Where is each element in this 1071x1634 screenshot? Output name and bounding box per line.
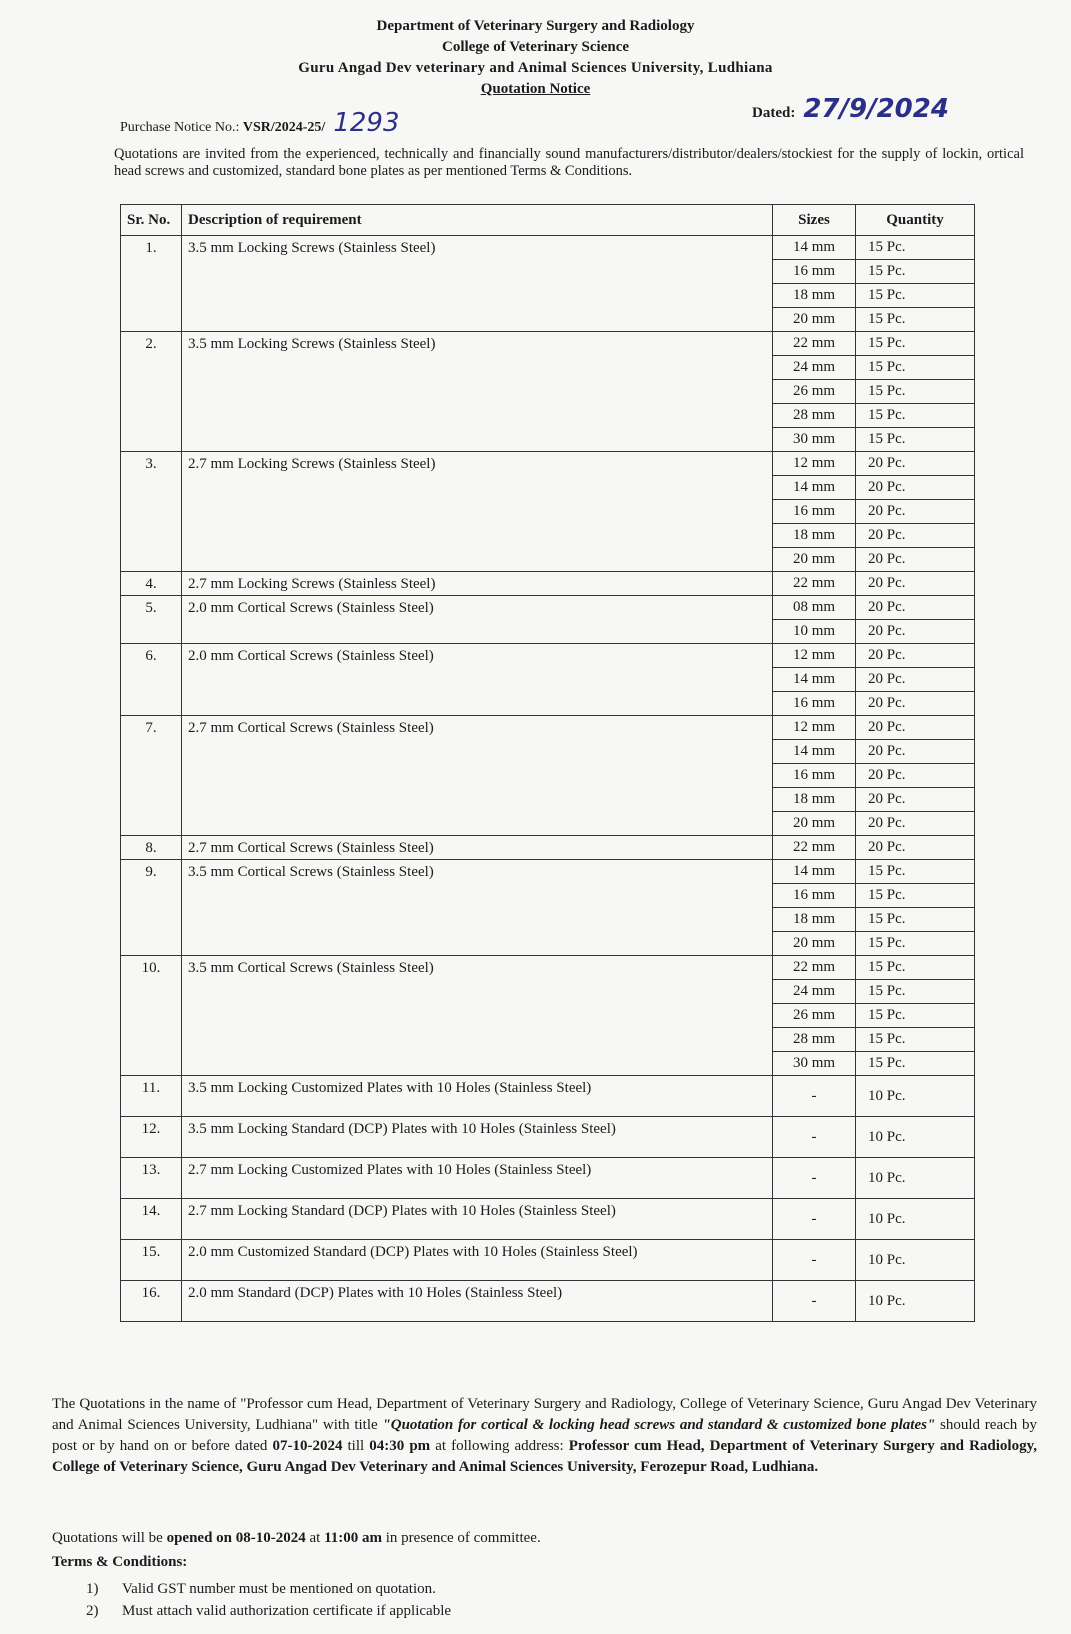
size-cell: 28 mm xyxy=(773,404,856,428)
size-cell: 22 mm xyxy=(773,836,856,860)
size-cell: 28 mm xyxy=(773,1028,856,1052)
table-row xyxy=(121,644,975,668)
quantity-cell: 20 Pc. xyxy=(856,668,975,692)
header-quantity: Quantity xyxy=(856,205,975,236)
table-row xyxy=(121,452,975,476)
size-cell: 16 mm xyxy=(773,260,856,284)
quantity-cell: 15 Pc. xyxy=(856,308,975,332)
quantity-cell: 10 Pc. xyxy=(856,1199,975,1240)
quantity-cell: 20 Pc. xyxy=(856,620,975,644)
description-cell: 3.5 mm Locking Customized Plates with 10 Holes (Stainless Steel) xyxy=(182,1076,773,1117)
table-row xyxy=(121,1281,975,1322)
size-cell: 30 mm xyxy=(773,1052,856,1076)
sr-no-cell: 16. xyxy=(121,1281,182,1322)
table-row xyxy=(121,596,975,620)
size-cell: 16 mm xyxy=(773,764,856,788)
quantity-cell: 20 Pc. xyxy=(856,692,975,716)
quantity-cell: 10 Pc. xyxy=(856,1117,975,1158)
size-cell: 14 mm xyxy=(773,668,856,692)
size-cell: - xyxy=(773,1076,856,1117)
description-cell: 2.0 mm Cortical Screws (Stainless Steel) xyxy=(182,644,773,716)
description-cell: 2.7 mm Locking Customized Plates with 10 Holes (Stainless Steel) xyxy=(182,1158,773,1199)
quantity-cell: 15 Pc. xyxy=(856,1004,975,1028)
quantity-cell: 20 Pc. xyxy=(856,788,975,812)
size-cell: 20 mm xyxy=(773,308,856,332)
quotation-title: "Quotation for cortical & locking head screws and standard & customized bone plates" xyxy=(382,1417,936,1433)
submission-instructions xyxy=(52,1394,1037,1478)
handwritten-date: 27/9/2024 xyxy=(803,94,949,124)
quantity-cell: 15 Pc. xyxy=(856,1052,975,1076)
description-cell: 3.5 mm Locking Screws (Stainless Steel) xyxy=(182,332,773,452)
description-cell: 3.5 mm Locking Standard (DCP) Plates with 10 Holes (Stainless Steel) xyxy=(182,1117,773,1158)
quantity-cell: 20 Pc. xyxy=(856,836,975,860)
quantity-cell: 15 Pc. xyxy=(856,380,975,404)
department-name: Department of Veterinary Surgery and Radiology xyxy=(376,18,695,34)
sr-no-cell: 8. xyxy=(121,836,182,860)
size-cell: 12 mm xyxy=(773,716,856,740)
instructions-text-1: The Quotations in the name of "Professor cum Head, Department of Veterinary Surgery and Radiology, College of Veterinary Science, Guru Angad Dev Veterinary and Animal Sciences University, Ludhiana" with title xyxy=(52,1396,1037,1433)
description-cell: 2.0 mm Cortical Screws (Stainless Steel) xyxy=(182,596,773,644)
sr-no-cell: 15. xyxy=(121,1240,182,1281)
description-cell: 3.5 mm Cortical Screws (Stainless Steel) xyxy=(182,860,773,956)
size-cell: 20 mm xyxy=(773,932,856,956)
table-row xyxy=(121,1076,975,1117)
quantity-cell: 15 Pc. xyxy=(856,236,975,260)
size-cell: - xyxy=(773,1281,856,1322)
quantity-cell: 15 Pc. xyxy=(856,908,975,932)
quantity-cell: 20 Pc. xyxy=(856,596,975,620)
term-number: 1) xyxy=(86,1581,99,1597)
opening-date: opened on 08-10-2024 xyxy=(166,1530,306,1546)
term-item xyxy=(86,1578,451,1600)
terms-list xyxy=(86,1578,451,1622)
table-header-row xyxy=(121,205,975,236)
sr-no-cell: 12. xyxy=(121,1117,182,1158)
instructions-text-4: at following address: xyxy=(430,1438,569,1454)
document-header xyxy=(0,16,1071,100)
quantity-cell: 20 Pc. xyxy=(856,572,975,596)
size-cell: - xyxy=(773,1199,856,1240)
quantity-cell: 15 Pc. xyxy=(856,884,975,908)
deadline-date: 07-10-2024 xyxy=(272,1438,343,1454)
size-cell: - xyxy=(773,1158,856,1199)
table-row xyxy=(121,1240,975,1281)
size-cell: 08 mm xyxy=(773,596,856,620)
size-cell: 20 mm xyxy=(773,548,856,572)
notice-title: Quotation Notice xyxy=(480,81,591,97)
quantity-cell: 20 Pc. xyxy=(856,764,975,788)
description-cell: 2.0 mm Standard (DCP) Plates with 10 Holes (Stainless Steel) xyxy=(182,1281,773,1322)
college-name: College of Veterinary Science xyxy=(441,39,630,55)
quantity-cell: 20 Pc. xyxy=(856,812,975,836)
quantity-cell: 15 Pc. xyxy=(856,428,975,452)
quantity-cell: 15 Pc. xyxy=(856,860,975,884)
description-cell: 2.7 mm Locking Screws (Stainless Steel) xyxy=(182,452,773,572)
sr-no-cell: 11. xyxy=(121,1076,182,1117)
instructions-text-2: should reach by post or by hand on or before dated xyxy=(52,1417,1038,1454)
opening-text-3: in presence of committee. xyxy=(382,1530,541,1546)
submission-address: Professor cum Head, Department of Veterinary Surgery and Radiology, College of Veterinary Science, Guru Angad Dev Veterinary and Animal Sciences University, Ferozepur Road, Ludhiana. xyxy=(52,1438,1038,1475)
table-row xyxy=(121,236,975,260)
description-cell: 3.5 mm Cortical Screws (Stainless Steel) xyxy=(182,956,773,1076)
size-cell: 26 mm xyxy=(773,380,856,404)
dated-label: Dated: xyxy=(752,105,796,121)
quantity-cell: 20 Pc. xyxy=(856,740,975,764)
size-cell: 16 mm xyxy=(773,500,856,524)
size-cell: 22 mm xyxy=(773,956,856,980)
opening-notice xyxy=(52,1530,541,1547)
opening-text-2: at xyxy=(305,1530,325,1546)
sr-no-cell: 2. xyxy=(121,332,182,452)
size-cell: - xyxy=(773,1240,856,1281)
description-cell: 2.7 mm Cortical Screws (Stainless Steel) xyxy=(182,836,773,860)
sr-no-cell: 14. xyxy=(121,1199,182,1240)
table-row xyxy=(121,572,975,596)
size-cell: 14 mm xyxy=(773,236,856,260)
opening-text-1: Quotations will be xyxy=(52,1530,167,1546)
description-cell: 2.0 mm Customized Standard (DCP) Plates with 10 Holes (Stainless Steel) xyxy=(182,1240,773,1281)
size-cell: - xyxy=(773,1117,856,1158)
term-text: Valid GST number must be mentioned on quotation. xyxy=(122,1581,436,1597)
size-cell: 14 mm xyxy=(773,860,856,884)
size-cell: 22 mm xyxy=(773,332,856,356)
sr-no-cell: 9. xyxy=(121,860,182,956)
size-cell: 12 mm xyxy=(773,452,856,476)
table-row xyxy=(121,836,975,860)
quantity-cell: 20 Pc. xyxy=(856,716,975,740)
quantity-cell: 15 Pc. xyxy=(856,260,975,284)
deadline-time: 04:30 pm xyxy=(369,1438,431,1454)
quantity-cell: 20 Pc. xyxy=(856,476,975,500)
quantity-cell: 15 Pc. xyxy=(856,356,975,380)
term-item xyxy=(86,1600,451,1622)
table-row xyxy=(121,860,975,884)
table-row xyxy=(121,716,975,740)
quantity-cell: 15 Pc. xyxy=(856,284,975,308)
requirements-table xyxy=(120,204,975,1322)
size-cell: 26 mm xyxy=(773,1004,856,1028)
description-cell: 3.5 mm Locking Screws (Stainless Steel) xyxy=(182,236,773,332)
header-sizes: Sizes xyxy=(773,205,856,236)
term-text: Must attach valid authorization certificate if applicable xyxy=(122,1603,452,1619)
notice-date xyxy=(752,94,949,124)
table-row xyxy=(121,956,975,980)
size-cell: 14 mm xyxy=(773,476,856,500)
sr-no-cell: 1. xyxy=(121,236,182,332)
purchase-notice-number xyxy=(120,108,399,138)
quantity-cell: 10 Pc. xyxy=(856,1240,975,1281)
instructions-text-3: till xyxy=(342,1438,370,1454)
size-cell: 16 mm xyxy=(773,692,856,716)
size-cell: 18 mm xyxy=(773,524,856,548)
sr-no-cell: 6. xyxy=(121,644,182,716)
requirements-body xyxy=(121,236,975,1322)
size-cell: 18 mm xyxy=(773,908,856,932)
table-row xyxy=(121,1158,975,1199)
quantity-cell: 15 Pc. xyxy=(856,980,975,1004)
quantity-cell: 20 Pc. xyxy=(856,548,975,572)
size-cell: 24 mm xyxy=(773,980,856,1004)
description-cell: 2.7 mm Locking Standard (DCP) Plates with 10 Holes (Stainless Steel) xyxy=(182,1199,773,1240)
sr-no-cell: 13. xyxy=(121,1158,182,1199)
size-cell: 22 mm xyxy=(773,572,856,596)
table-row xyxy=(121,1199,975,1240)
quantity-cell: 20 Pc. xyxy=(856,500,975,524)
quantity-cell: 15 Pc. xyxy=(856,332,975,356)
purchase-notice-label: Purchase Notice No.: xyxy=(120,120,243,135)
size-cell: 30 mm xyxy=(773,428,856,452)
purchase-notice-prefix: VSR/2024-25/ xyxy=(242,120,326,135)
quantity-cell: 20 Pc. xyxy=(856,452,975,476)
quantity-cell: 15 Pc. xyxy=(856,956,975,980)
size-cell: 18 mm xyxy=(773,284,856,308)
header-sr-no: Sr. No. xyxy=(121,205,182,236)
quantity-cell: 10 Pc. xyxy=(856,1281,975,1322)
header-description: Description of requirement xyxy=(182,205,773,236)
quantity-cell: 15 Pc. xyxy=(856,1028,975,1052)
quantity-cell: 20 Pc. xyxy=(856,644,975,668)
quantity-cell: 20 Pc. xyxy=(856,524,975,548)
quantity-cell: 15 Pc. xyxy=(856,932,975,956)
terms-heading: Terms & Conditions: xyxy=(52,1554,188,1570)
size-cell: 18 mm xyxy=(773,788,856,812)
size-cell: 12 mm xyxy=(773,644,856,668)
sr-no-cell: 5. xyxy=(121,596,182,644)
size-cell: 24 mm xyxy=(773,356,856,380)
intro-paragraph: Quotations are invited from the experienced, technically and financially sound manufacturers/distributor/dealers/stockiest for the supply of lockin, ortical head screws and customized, standard bone plates as per mentioned Terms & Conditions. xyxy=(114,146,1024,179)
quantity-cell: 15 Pc. xyxy=(856,404,975,428)
quantity-cell: 10 Pc. xyxy=(856,1158,975,1199)
table-row xyxy=(121,1117,975,1158)
sr-no-cell: 7. xyxy=(121,716,182,836)
size-cell: 14 mm xyxy=(773,740,856,764)
sr-no-cell: 4. xyxy=(121,572,182,596)
size-cell: 16 mm xyxy=(773,884,856,908)
table-row xyxy=(121,332,975,356)
opening-time: 11:00 am xyxy=(324,1530,383,1546)
university-name: Guru Angad Dev veterinary and Animal Sciences University, Ludhiana xyxy=(298,60,773,76)
description-cell: 2.7 mm Locking Screws (Stainless Steel) xyxy=(182,572,773,596)
size-cell: 20 mm xyxy=(773,812,856,836)
handwritten-notice-number: 1293 xyxy=(333,108,400,138)
term-number: 2) xyxy=(86,1603,99,1619)
sr-no-cell: 10. xyxy=(121,956,182,1076)
quantity-cell: 10 Pc. xyxy=(856,1076,975,1117)
size-cell: 10 mm xyxy=(773,620,856,644)
description-cell: 2.7 mm Cortical Screws (Stainless Steel) xyxy=(182,716,773,836)
sr-no-cell: 3. xyxy=(121,452,182,572)
